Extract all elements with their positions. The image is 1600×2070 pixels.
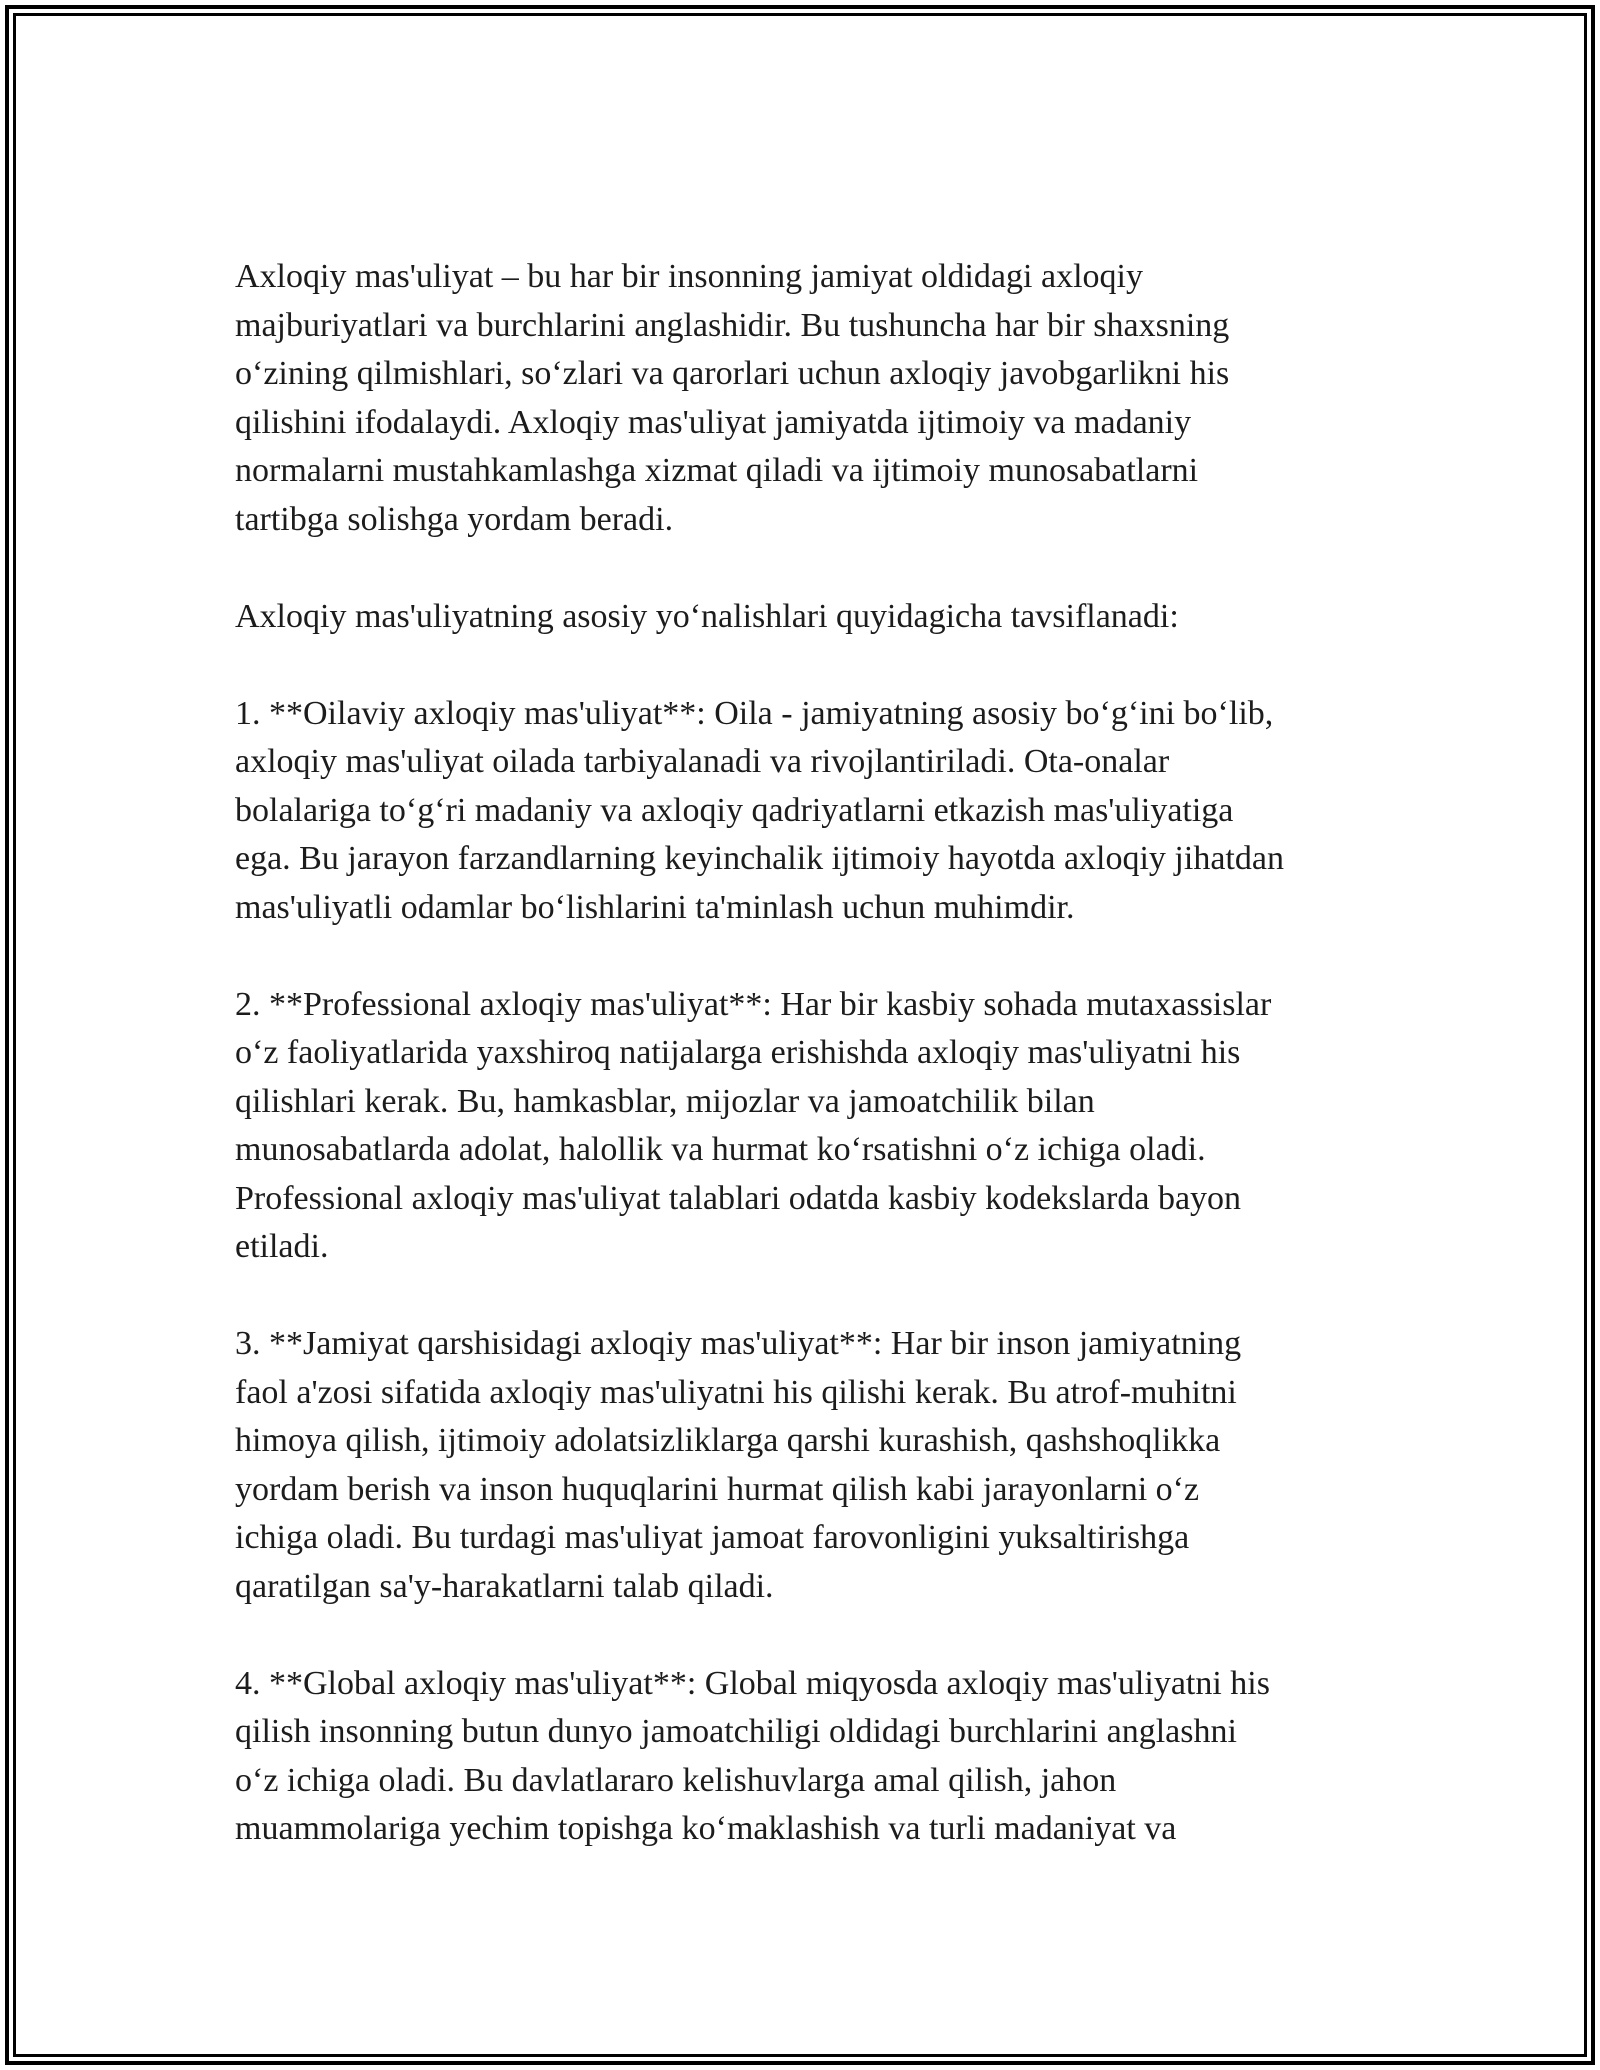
- text-line: 1. **Oilaviy axloqiy mas'uliyat**: Oila - jamiyatning asosiy bo‘g‘ini bo‘lib,: [235, 694, 1274, 732]
- text-line: Axloqiy mas'uliyatning asosiy yo‘nalishlari quyidagicha tavsiflanadi:: [235, 597, 1179, 635]
- text-line: ega. Bu jarayon farzandlarning keyinchalik ijtimoiy hayotda axloqiy jihatdan: [235, 840, 1284, 877]
- text-line: axloqiy mas'uliyat oilada tarbiyalanadi va rivojlantiriladi. Ota-onalar: [235, 743, 1170, 780]
- text-line: muammolariga yechim topishga ko‘maklashish va turli madaniyat va: [235, 1810, 1177, 1847]
- text-line: o‘zining qilmishlari, so‘zlari va qarorlari uchun axloqiy javobgarlikni his: [235, 355, 1230, 392]
- text-line: qilish insonning butun dunyo jamoatchiligi oldidagi burchlarini anglashni: [235, 1713, 1237, 1750]
- text-line: Axloqiy mas'uliyat – bu har bir insonning jamiyat oldidagi axloqiy: [235, 258, 1143, 295]
- text-line: normalarni mustahkamlashga xizmat qiladi va ijtimoiy munosabatlarni: [235, 452, 1199, 489]
- paragraph-item-1: [235, 690, 1395, 933]
- text-line: yordam berish va inson huquqlarini hurmat qilish kabi jarayonlarni o‘z: [235, 1470, 1200, 1508]
- text-line: 3. **Jamiyat qarshisidagi axloqiy mas'uliyat**: Har bir inson jamiyatning: [235, 1325, 1242, 1362]
- text-line: munosabatlarda adolat, halollik va hurmat ko‘rsatishni o‘z ichiga oladi.: [235, 1131, 1206, 1168]
- text-line: 4. **Global axloqiy mas'uliyat**: Global miqyosda axloqiy mas'uliyatni his: [235, 1664, 1270, 1702]
- paragraph-item-2: [235, 981, 1395, 1272]
- document-body: [235, 253, 1395, 1854]
- text-line: ichiga oladi. Bu turdagi mas'uliyat jamoat farovonligini yuksaltirishga: [235, 1519, 1190, 1556]
- text-line: mas'uliyatli odamlar bo‘lishlarini ta'minlash uchun muhimdir.: [235, 888, 1075, 926]
- text-line: tartibga solishga yordam beradi.: [235, 500, 674, 538]
- text-line: o‘z ichiga oladi. Bu davlatlararo kelishuvlarga amal qilish, jahon: [235, 1761, 1117, 1799]
- text-line: bolalariga to‘g‘ri madaniy va axloqiy qadriyatlarni etkazish mas'uliyatiga: [235, 791, 1234, 829]
- paragraph-item-4: [235, 1660, 1395, 1854]
- paragraph-lead-in: [235, 593, 1395, 642]
- paragraph-intro: [235, 253, 1395, 544]
- text-line: qilishlari kerak. Bu, hamkasblar, mijozlar va jamoatchilik bilan: [235, 1082, 1095, 1120]
- text-line: faol a'zosi sifatida axloqiy mas'uliyatni his qilishi kerak. Bu atrof-muhitni: [235, 1373, 1237, 1411]
- text-line: Professional axloqiy mas'uliyat talablari odatda kasbiy kodekslarda bayon: [235, 1179, 1242, 1217]
- text-line: qaratilgan sa'y-harakatlarni talab qiladi.: [235, 1567, 774, 1605]
- text-line: majburiyatlari va burchlarini anglashidir. Bu tushuncha har bir shaxsning: [235, 306, 1230, 344]
- text-line: qilishini ifodalaydi. Axloqiy mas'uliyat jamiyatda ijtimoiy va madaniy: [235, 403, 1192, 441]
- text-line: o‘z faoliyatlarida yaxshiroq natijalarga erishishda axloqiy mas'uliyatni his: [235, 1034, 1241, 1071]
- text-line: himoya qilish, ijtimoiy adolatsizliklarga qarshi kurashish, qashshoqlikka: [235, 1422, 1221, 1459]
- text-line: 2. **Professional axloqiy mas'uliyat**: Har bir kasbiy sohada mutaxassislar: [235, 985, 1272, 1023]
- paragraph-item-3: [235, 1320, 1395, 1611]
- text-line: etiladi.: [235, 1228, 329, 1265]
